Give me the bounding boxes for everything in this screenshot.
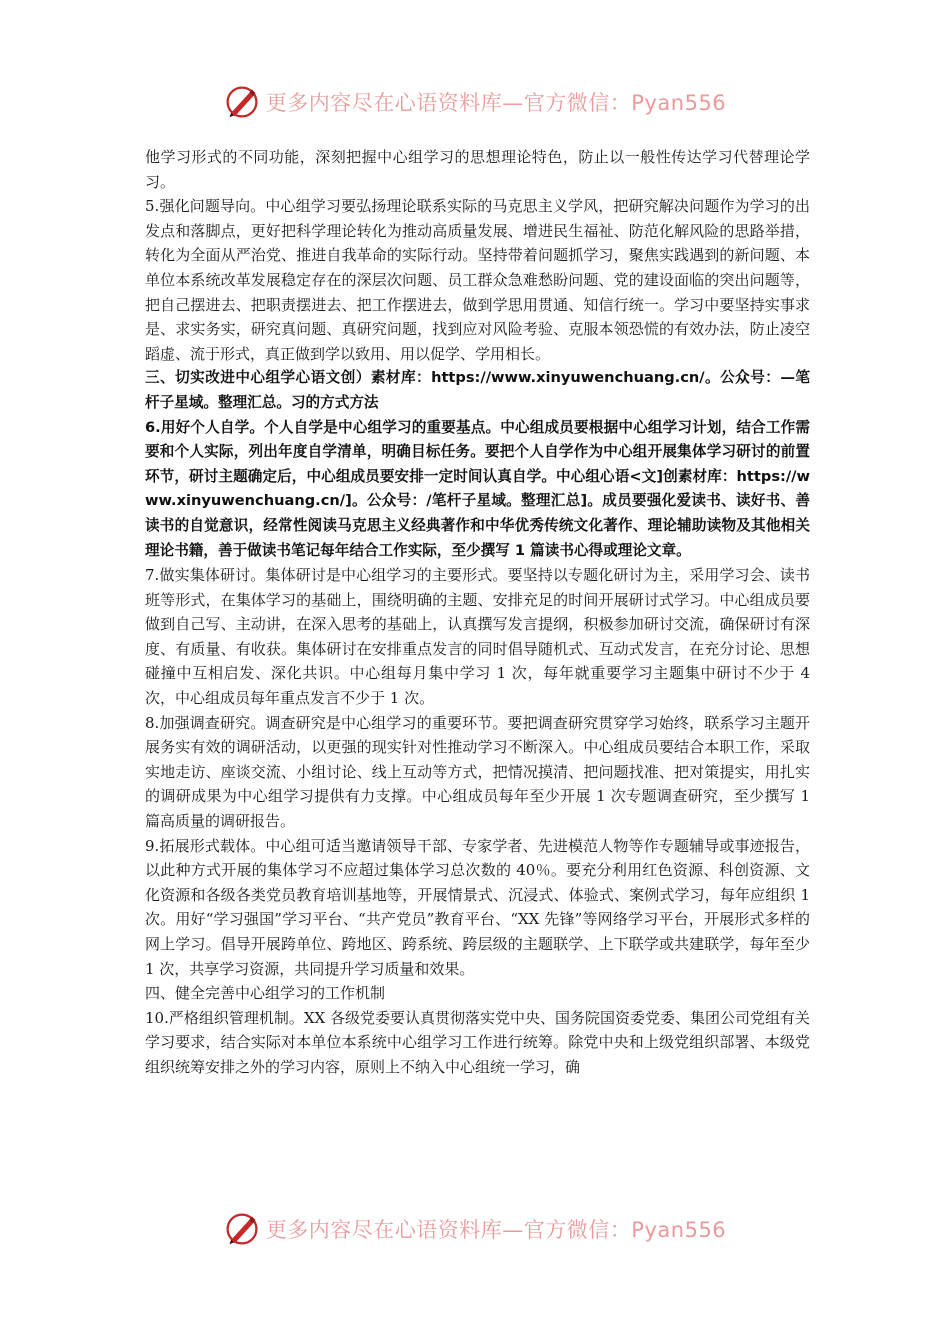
section-heading: 三、切实改进中心组学心语文创）素材库：https://www.xinyuwenchuang.cn/。公众号：—笔杆子星域。整理汇总。习的方式方法 — [145, 369, 810, 411]
banner-text: 更多内容尽在心语资料库—官方微信：Pyan556 — [265, 91, 727, 115]
paragraph: 9.拓展形式载体。中心组可适当邀请领导干部、专家学者、先进模范人物等作专题辅导或事迹报告，以此种方式开展的集体学习不应超过集体学习总次数的 40％。要充分利用红色资源、科创资源、文化资源和各级各类党员教育培训基地等，开展情景式、沉浸式、体验式、案例式学习，每年应组织 1 次。用好“学习强国”学习平台、“共产党员”教育平台、“XX 先锋”等网络学习平台，开展形式多样的网上学习。倡导开展跨单位、跨地区、跨系统、跨层级的主题联学、上下联学或共建联学，每年至少 1 次，共享学习资源，共同提升学习质量和效果。 — [145, 836, 810, 978]
section-heading: 四、健全完善中心组学习的工作机制 — [145, 984, 386, 1003]
paragraph: 8.加强调查研究。调查研究是中心组学习的重要环节。要把调查研究贯穿学习始终，联系学习主题开展务实有效的调研活动，以更强的现实针对性推动学习不断深入。中心组成员要结合本职工作，采取实地走访、座谈交流、小组讨论、线上互动等方式，把情况摸清、把问题找准、把对策提实，用扎实的调研成果为中心组学习提供有力支撑。中心组成员每年至少开展 1 次专题调查研究，至少撰写 1 篇高质量的调研报告。 — [145, 713, 810, 831]
paragraph: 10.严格组织管理机制。XX 各级党委要认真贯彻落实党中央、国务院国资委党委、集团公司党组有关学习要求，结合实际对本单位本系统中心组学习工作进行统筹。除党中央和上级党组织部署、本级党组织统筹安排之外的学习内容，原则上不纳入中心组统一学习，确 — [145, 1008, 810, 1076]
paragraph: 他学习形式的不同功能，深刻把握中心组学习的思想理论特色，防止以一般性传达学习代替理论学习。 — [145, 148, 810, 191]
header-banner — [0, 80, 950, 124]
paragraph: 5.强化问题导向。中心组学习要弘扬理论联系实际的马克思主义学风，把研究解决问题作为学习的出发点和落脚点，更好把科学理论转化为推动高质量发展、增进民生福祉、防范化解风险的思路举措，转化为全面从严治党、推进自我革命的实际行动。坚持带着问题抓学习，聚焦实践遇到的新问题、本单位本系统改革发展稳定存在的深层次问题、员工群众急难愁盼问题、党的建设面临的突出问题等，把自己摆进去、把职责摆进去、把工作摆进去，做到学思用贯通、知信行统一。学习中要坚持实事求是、求实务实，研究真问题、真研究问题，找到应对风险考验、克服本领恐慌的有效办法，防止凌空蹈虚、流于形式，真正做到学以致用、用以促学、学用相长。 — [145, 197, 810, 363]
paragraph: 6.用好个人自学。个人自学是中心组学习的重要基点。中心组成员要根据中心组学习计划，结合工作需要和个人实际，列出年度自学清单，明确目标任务。要把个人自学作为中心组开展集体学习研讨的前置环节，研讨主题确定后，中心组成员要安排一定时间认真自学。中心组心语<文]创素材库：https://www.xinyuwenchuang.cn/]。公众号：/笔杆子星域。整理汇总]。成员要强化爱读书、读好书、善读书的自觉意识，经常性阅读马克思主义经典著作和中华优秀传统文化著作、理论辅助读物及其他相关理论书籍，善于做读书笔记每年结合工作实际，至少撰写 1 篇读书心得或理论文章。 — [145, 418, 810, 559]
pen-logo-icon — [224, 84, 260, 120]
footer-banner — [0, 1207, 950, 1251]
paragraph: 7.做实集体研讨。集体研讨是中心组学习的主要形式。要坚持以专题化研讨为主，采用学习会、读书班等形式，在集体学习的基础上，围绕明确的主题、安排充足的时间开展研讨式学习。中心组成员要做到自己写、主动讲，在深入思考的基础上，认真撰写发言提纲，积极参加研讨交流，确保研讨有深度、有质量、有收获。集体研讨在安排重点发言的同时倡导随机式、互动式发言，在充分讨论、思想碰撞中互相启发、深化共识。中心组每月集中学习 1 次，每年就重要学习主题集中研讨不少于 4 次，中心组成员每年重点发言不少于 1 次。 — [145, 566, 810, 708]
banner-text: 更多内容尽在心语资料库—官方微信：Pyan556 — [265, 1218, 727, 1242]
pen-logo-icon — [224, 1211, 260, 1247]
document-body — [145, 145, 810, 1080]
